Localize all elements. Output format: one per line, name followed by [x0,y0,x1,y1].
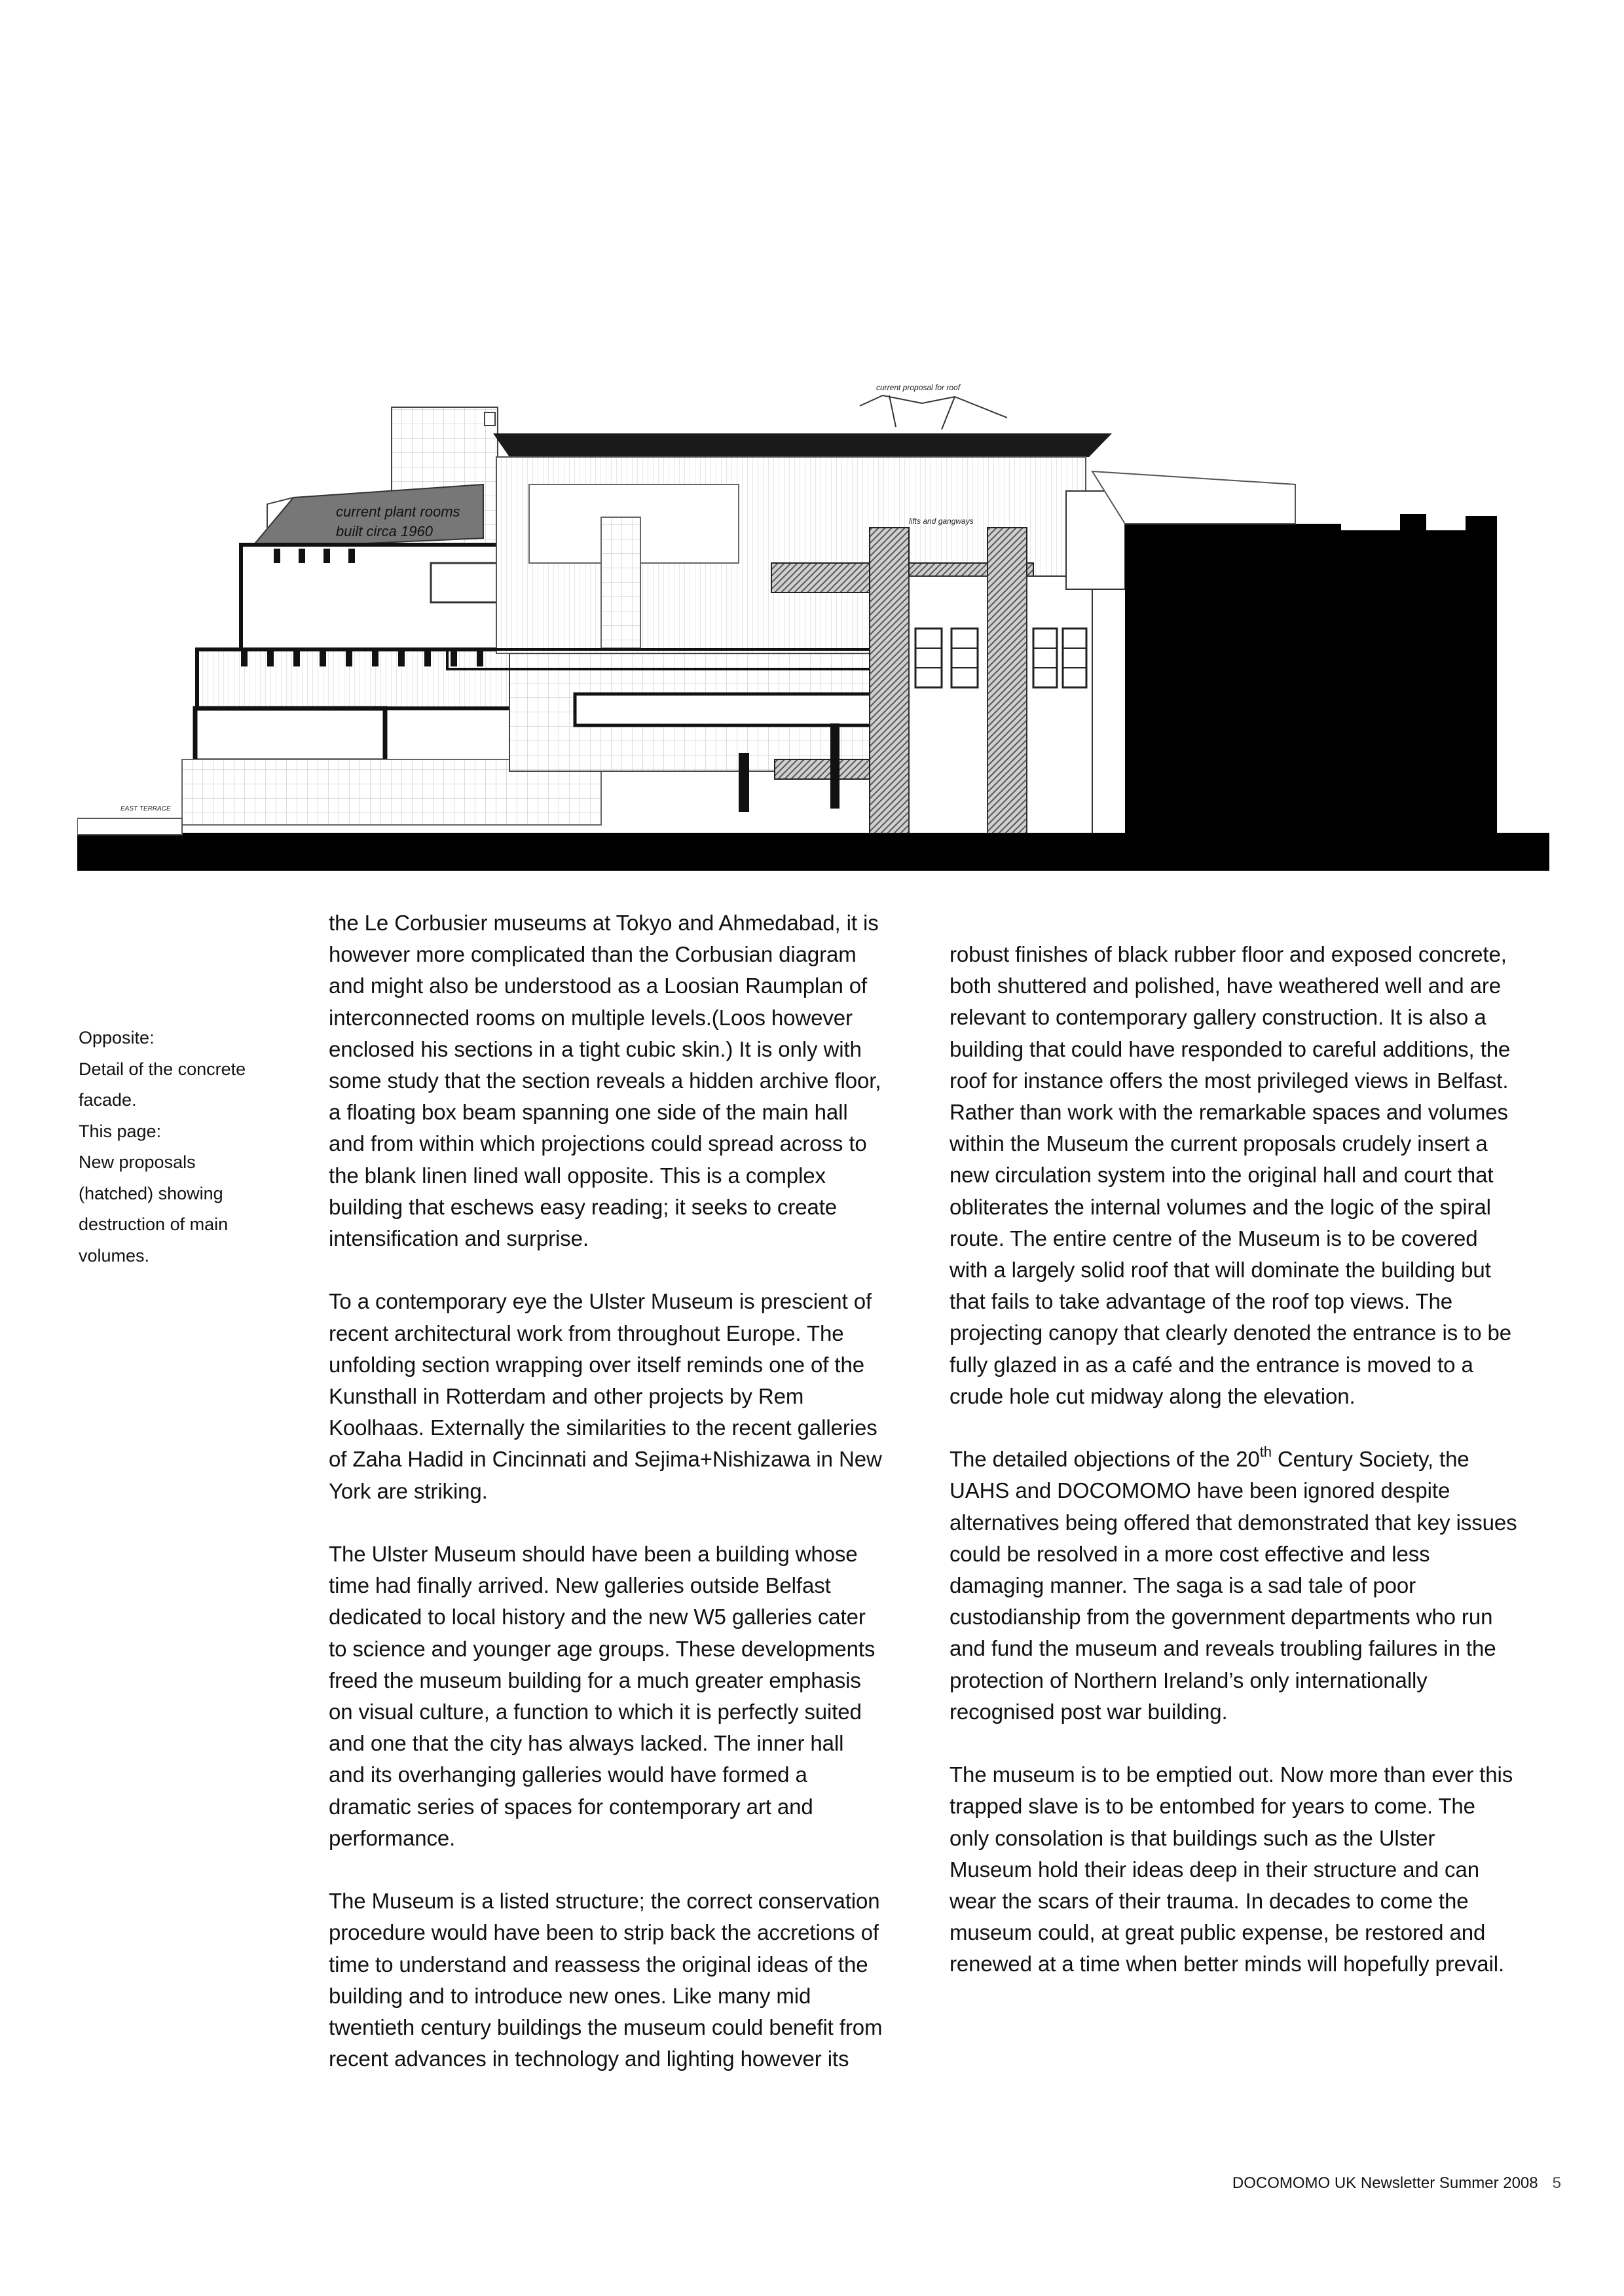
paragraph: the Le Corbusier museums at Tokyo and Ahmedabad, it is however more complicated than the Corbusian diagram and might also be understood as a Loosian Raumplan of interconnected rooms on multiple levels.(Loos however enclosed his sections in a tight cubic skin.) It is only with some study that the section reveals a hidden archive floor, a floating box beam spanning one side of the main hall and from within which projections could spread across to the blank linen lined wall opposite. This is a complex building that eschews easy reading; it seeks to create intensification and surprise. [329,911,881,1251]
lifts-label: lifts and gangways [909,517,974,526]
roof-proposal-label: current proposal for roof [876,383,961,392]
hatched-lift-core-2 [987,528,1027,835]
paragraph-text: Century Society, the UAHS and DOCOMOMO have been ignored despite alternatives being offered that demonstrated that key issues could be resolved in a more cost effective and less damaging manner. The saga is a sad tale of poor custodianship from the government departments who run and fund the museum and reveals troubling failures in the protection of Northern Ireland’s only internationally recognised post war building. [950,1447,1517,1724]
plant-rooms-label-line1: current plant rooms [336,503,460,520]
original-facade-bay-1 [909,576,987,838]
page-number: 5 [1552,2174,1561,2192]
caption-line: Detail of the concrete [79,1059,246,1079]
ordinal-superscript: th [1259,1444,1272,1461]
caption-line: facade. [79,1090,137,1110]
existing-museum-block [1125,514,1497,838]
caption-line: This page: [79,1121,162,1141]
paragraph: robust finishes of black rubber floor and exposed concrete, both shuttered and polished, have weathered well and are relevant to contemporary gallery construction. It is also a building that could have responded to careful additions, the roof for instance offers the most privileged views in Belfast. Rather than work with the remarkable spaces and volumes within the Museum the current proposals crudely insert a new circulation system into the original hall and court that obliterates the internal volumes and the logic of the spiral route. The entire centre of the Museum is to be covered with a largely solid roof that will dominate the building but that fails to take advantage of the roof top views. The projecting canopy that clearly denoted the entrance is to be fully glazed in as a café and the entrance is moved to a crude hole cut midway along the elevation. [950,942,1512,1408]
paragraph: The Museum is a listed structure; the correct conservation procedure would have been to strip back the accretions of time to understand and reassess the original ideas of the building and to introduce new ones. Like many mid twentieth century buildings the museum could benefit from recent advances in technology and lighting however its [329,1889,883,2071]
page-footer [1232,2174,1561,2193]
east-terrace-label: EAST TERRACE [120,805,171,812]
main-roof-slab [493,433,1112,457]
roof-proposal-outline [860,395,1007,418]
article-column-left [329,907,918,2075]
hatched-lift-core-1 [870,528,909,835]
caption-line: volumes. [79,1245,150,1266]
paragraph-with-superscript [950,1444,1539,1728]
building-section-drawing [77,367,1549,871]
paragraph-text: The detailed objections of the 20 [950,1447,1260,1472]
caption-line: Opposite: [79,1028,155,1048]
lower-gallery-volume [195,708,385,761]
paragraph: To a contemporary eye the Ulster Museum is prescient of recent architectural work from throughout Europe. The unfolding section wrapping over itself reminds one of the Kunsthall in Rotterdam and other projects by Rem Koolhaas. Externally the similarities to the recent galleries of Zaha Hadid in Cincinnati and Sejima+Nishizawa in New York are striking. [329,1289,882,1503]
section-drawing-svg [77,367,1549,871]
caption-line: (hatched) showing [79,1183,223,1203]
plant-rooms-label-line2: built circa 1960 [336,523,433,539]
image-caption [79,1023,275,1271]
caption-line: New proposals [79,1152,196,1172]
article-column-right [950,939,1539,1980]
ground-slab [77,833,1549,871]
paragraph: The museum is to be emptied out. Now more than ever this trapped slave is to be entombed for years to come. The only consolation is that buildings such as the Ulster Museum hold their ideas deep in their structure and can wear the scars of their trauma. In decades to come the museum could, at great public expense, be restored and renewed at a time when better minds will hopefully prevail. [950,1762,1513,1977]
caption-line: destruction of main [79,1214,229,1234]
publication-title: DOCOMOMO UK Newsletter Summer 2008 [1232,2174,1538,2192]
paragraph: The Ulster Museum should have been a building whose time had finally arrived. New galleries outside Belfast dedicated to local history and the new W5 galleries cater to science and younger age groups. These developments freed the museum building for a much greater emphasis on visual culture, a function to which it is perfectly suited and one that the city has always lacked. The inner hall and its overhanging galleries would have formed a dramatic series of spaces for contemporary art and performance. [329,1542,876,1850]
original-facade-bay-2 [1027,576,1092,838]
